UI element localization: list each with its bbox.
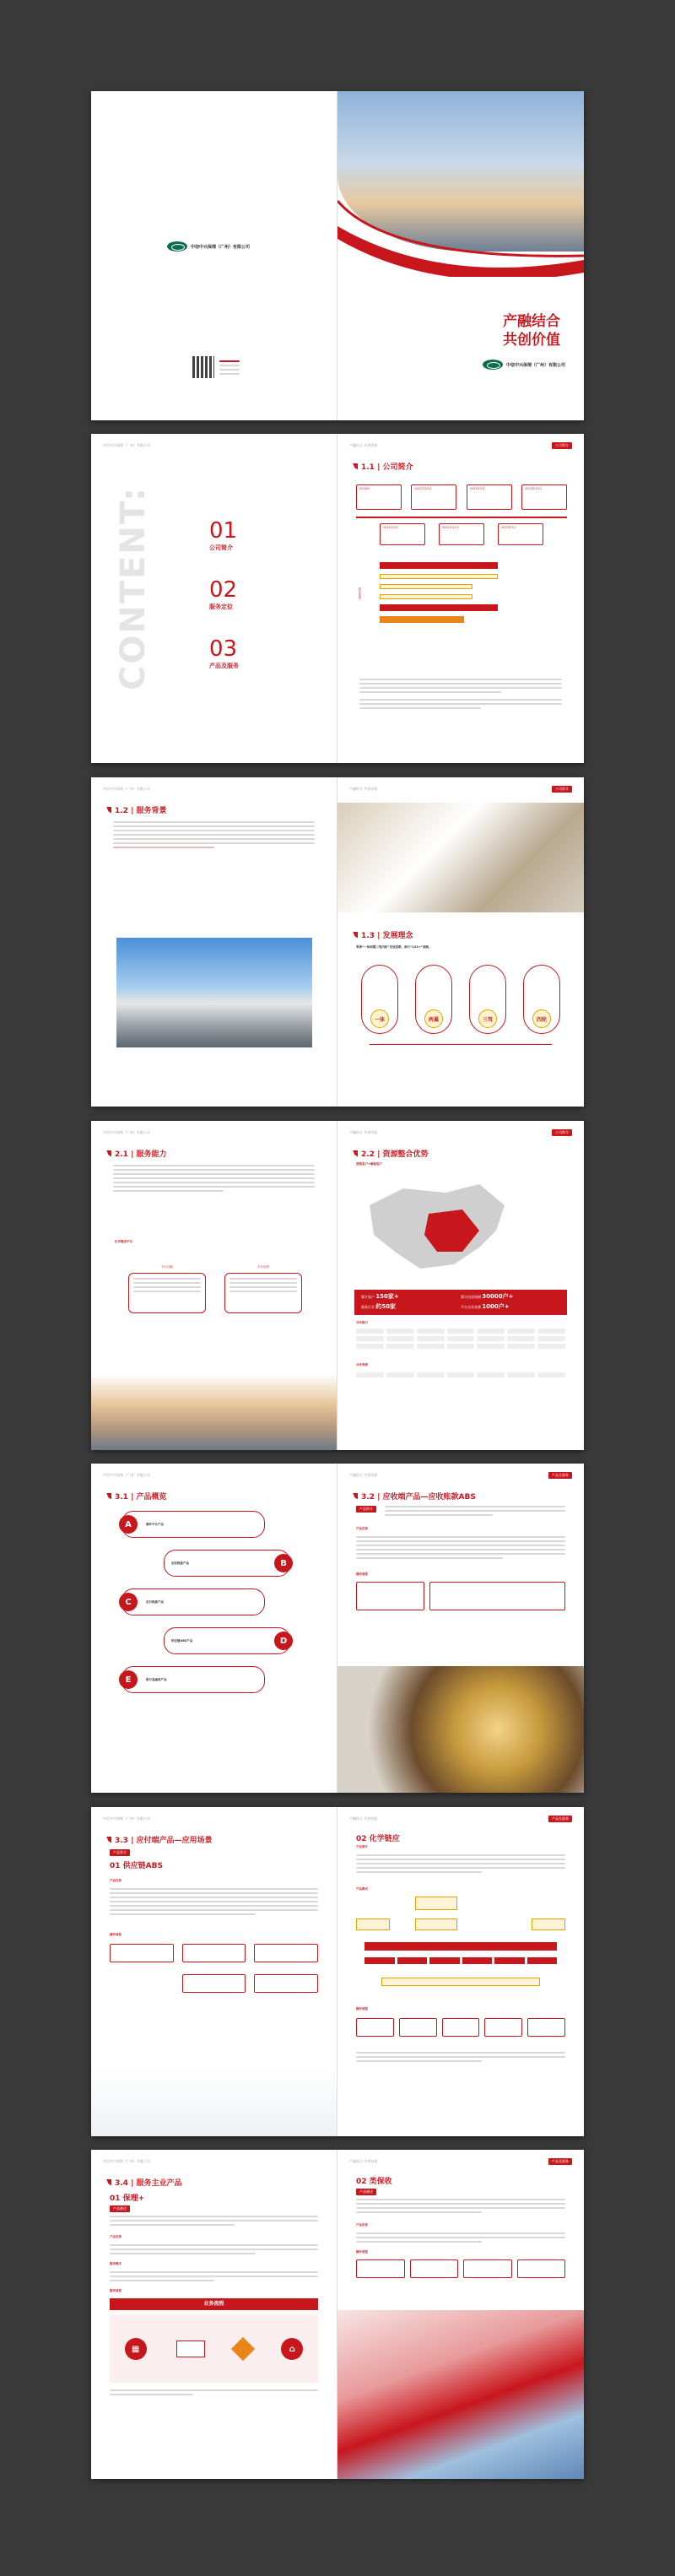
page-1-3: 产融结合 共创价值 公司简介 1.3 | 发展理念 秉承“一体两翼三驾四轮”发展思路，推行“123+”战略。 一体 两翼 三驾 四轮	[338, 777, 584, 1107]
contact-info	[219, 360, 240, 375]
s33-flow	[110, 1944, 318, 1993]
page-3-2: 产融结合 共创价值 产品及服务 3.2 | 应收端产品—应收账款ABS 产品简介 产品优势 操作流程	[338, 1464, 584, 1793]
skyline-photo	[91, 1374, 337, 1450]
service-flow-diagram	[110, 2315, 318, 2383]
org-chart: 股东架构	[371, 562, 548, 623]
china-map	[353, 1172, 521, 1281]
growth-arrows-photo	[338, 2310, 584, 2479]
spread-2	[91, 1121, 584, 1450]
partner-banks-grid	[356, 1329, 565, 1349]
intro-paragraph	[359, 679, 562, 709]
page-1-1: 产融结合 共创价值 公司简介 1.1 | 公司简介 2018年 2021年10月 2022年2月 2023年12月 2021年5月 2021年12月 2023年5月 股东架构	[338, 434, 584, 763]
content-page: 中信中兴保理（广州）有限公司 CONTENT: 01 公司简介 02 服务定位 03 产品及服务	[91, 434, 338, 763]
chem-mode-diagram	[356, 1897, 565, 1998]
content-watermark: CONTENT:	[114, 486, 153, 691]
page-3-3: 中信中兴保理（广州）有限公司 3.3 | 应付端产品—应用场景 产品简介 01 供应链ABS 产品优势 操作流程	[91, 1807, 338, 2136]
product-overview-list	[122, 1511, 307, 1693]
page-3-1: 中信中兴保理（广州）有限公司 3.1 | 产品概览 A 循环平台产品 B 应收账款产品 C 应付账款产品 D 供应链ABS产品 E 银行直融类产品	[91, 1464, 338, 1793]
building-icon: ▦	[125, 2338, 147, 2360]
product-item-b[interactable]: B 应收账款产品	[164, 1550, 290, 1577]
page-3-4: 中信中兴保理（广州）有限公司 3.4 | 服务主业产品 01 保理+ 产品概述 产品优势 服务模式 服务流程 业务流程 ▦ ⌂	[91, 2150, 338, 2479]
product-item-e[interactable]: E 银行直融类产品	[122, 1666, 265, 1693]
spread-content	[91, 434, 584, 763]
spread-cover	[91, 91, 584, 420]
front-cover	[338, 91, 584, 420]
background-paragraph	[113, 821, 315, 848]
page-1-2: 中信中兴保理（广州）有限公司 1.2 | 服务背景	[91, 777, 338, 1107]
cover-logo	[167, 241, 250, 252]
cover-red-swoosh	[338, 91, 584, 277]
concept-pillars: 一体 两翼 三驾 四轮	[361, 965, 560, 1034]
page-2-2: 产融结合 共创价值 公司简介 2.2 | 资源整合优势 营销客户+储备客户 累计客户 150家+ 累计投放规模 30000户+ 服务行业 约50家 平台交易金额 1000户+ 合作银行 合作券商	[338, 1121, 584, 1450]
timeline: 2018年 2021年10月 2022年2月 2023年12月 2021年5月 2021年12月 2023年5月	[356, 484, 567, 552]
cover-title: 产融结合 共创价值	[503, 313, 560, 349]
product-item-a[interactable]: A 循环平台产品	[122, 1511, 265, 1538]
concept-tagline: 秉承“一体两翼三驾四轮”发展思路，推行“123+”战略。	[356, 945, 432, 949]
content-item-2[interactable]: 服务定位	[209, 603, 233, 610]
company-emblem-icon	[483, 360, 503, 370]
company-name: 中信中兴保理（广州）有限公司	[191, 244, 251, 250]
spread-4	[91, 1807, 584, 2136]
page-2-1: 中信中兴保理（广州）有限公司 2.1 | 服务能力 化学集团平台 平台功能 平台优势	[91, 1121, 338, 1450]
cover-logo-front: 中信中兴保理（广州）有限公司	[483, 360, 565, 370]
tower-photo	[338, 803, 584, 912]
chem-flow	[356, 2018, 565, 2037]
refinery-photo	[116, 938, 312, 1047]
company-emblem-icon	[167, 241, 187, 252]
content-item-1[interactable]: 公司简介	[209, 544, 233, 551]
product-item-d[interactable]: D 供应链ABS产品	[164, 1627, 290, 1654]
page-3-4-right: 产融结合 共创价值 产品及服务 02 类保收 产品概述 产品优势 操作流程	[338, 2150, 584, 2479]
content-item-3[interactable]: 产品及服务	[209, 663, 239, 669]
spread-3	[91, 1464, 584, 1793]
stats-panel: 累计客户 150家+ 累计投放规模 30000户+ 服务行业 约50家 平台交易金额 1000户+	[354, 1290, 567, 1315]
abs-flow	[356, 1582, 565, 1610]
service-flow-banner: 业务流程	[110, 2298, 318, 2310]
page-chem: 产融结合 共创价值 产品及服务 02 化学链应 产品简介 产品模式 操作流程	[338, 1807, 584, 2136]
content-list: 01 公司简介 02 服务定位 03 产品及服务	[209, 518, 239, 669]
spread-1-2	[91, 777, 584, 1107]
qr-code-icon	[192, 356, 214, 378]
spread-5	[91, 2150, 584, 2479]
back-cover	[91, 91, 338, 420]
section-title: 1.1 | 公司简介	[353, 461, 413, 472]
bank-icon: ⌂	[281, 2338, 303, 2360]
partner-brokers-grid	[356, 1372, 565, 1377]
class-flow	[356, 2259, 565, 2278]
product-item-c[interactable]: C 应付账款产品	[122, 1588, 265, 1615]
globe-coins-photo	[338, 1666, 584, 1793]
